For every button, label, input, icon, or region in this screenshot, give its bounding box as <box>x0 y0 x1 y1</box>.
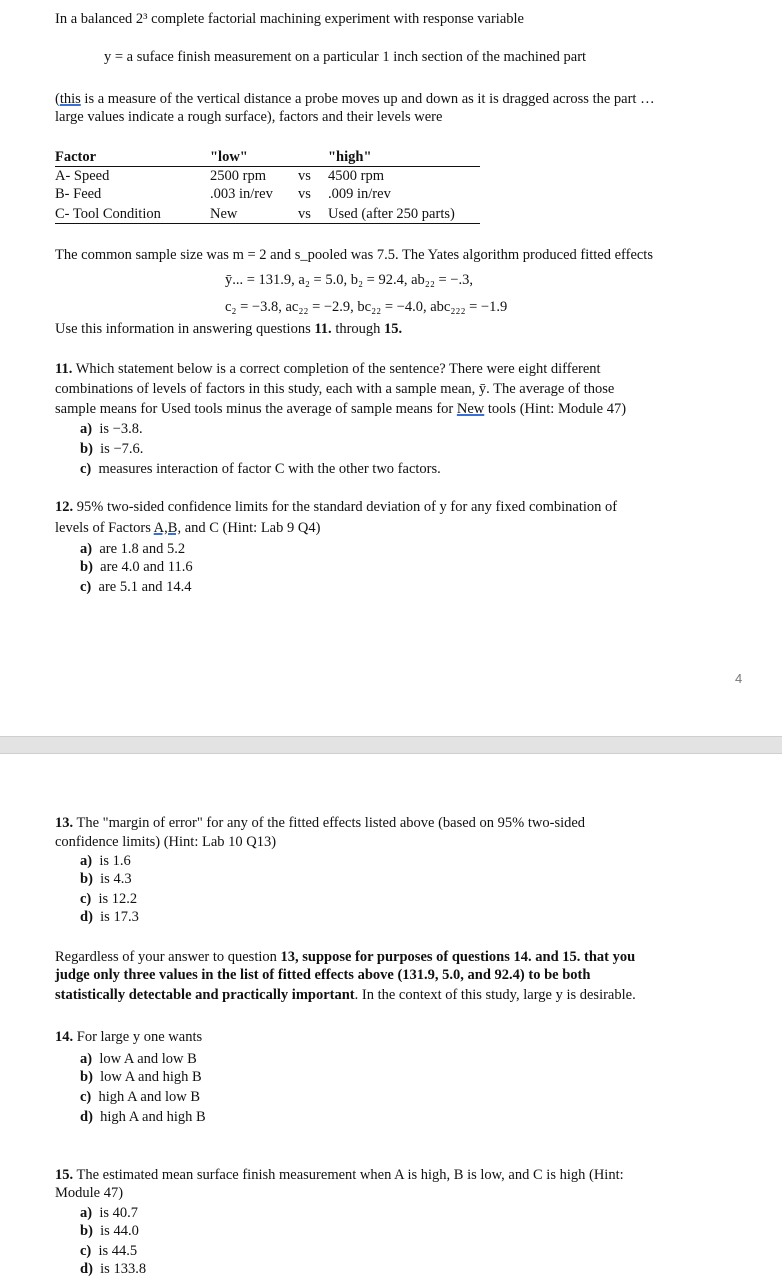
option-letter: b) <box>80 1069 93 1085</box>
q11-new-link[interactable]: New <box>456 401 485 417</box>
option-text: is 17.3 <box>100 909 139 925</box>
table-bottom-rule <box>55 223 480 224</box>
intro-this-link[interactable]: this <box>59 91 81 107</box>
option-letter: a) <box>80 1051 93 1067</box>
q12-option-c[interactable] <box>80 578 192 596</box>
q15-text-1: The estimated mean surface finish measurement when A is high, B is low, and C is high (Hint: <box>73 1167 624 1183</box>
row-a-low: 2500 rpm <box>210 168 266 184</box>
table-top-rule <box>55 166 480 167</box>
option-letter: c) <box>80 1089 92 1105</box>
option-text: low A and high B <box>100 1069 202 1085</box>
option-letter: c) <box>80 461 92 477</box>
document-page-2 <box>0 754 782 1288</box>
option-text: measures interaction of factor C with the other two factors. <box>98 461 441 477</box>
option-text: high A and high B <box>100 1109 206 1125</box>
q13-line-2: confidence limits) (Hint: Lab 10 Q13) <box>55 834 277 850</box>
q12-text-1: 95% two-sided confidence limits for the standard deviation of y for any fixed combination of <box>73 499 618 515</box>
intro-paren: ( <box>55 91 60 107</box>
regardless-line-1 <box>55 948 635 966</box>
option-letter: b) <box>80 871 93 887</box>
q12-option-b[interactable] <box>80 558 193 576</box>
q11-option-a[interactable] <box>80 420 143 438</box>
row-a-factor: A- Speed <box>55 168 110 184</box>
q11-number: 11. <box>55 361 73 377</box>
q15-option-a[interactable] <box>80 1204 138 1222</box>
option-letter: d) <box>80 909 93 925</box>
q15-line-1 <box>55 1166 624 1184</box>
setup-q11-ref: 11. <box>314 321 332 337</box>
option-text: is 40.7 <box>99 1205 139 1221</box>
q14-option-b[interactable] <box>80 1068 202 1086</box>
q14-option-c[interactable] <box>80 1088 200 1106</box>
q11-text-3: sample means for Used tools minus the average of sample means for <box>55 401 457 417</box>
option-letter: c) <box>80 891 92 907</box>
row-b-vs: vs <box>298 186 311 202</box>
intro-line-4: large values indicate a rough surface), factors and their levels were <box>55 109 443 125</box>
q13-option-d[interactable] <box>80 908 139 926</box>
q15-number: 15. <box>55 1167 74 1183</box>
row-c-factor: C- Tool Condition <box>55 206 161 222</box>
option-text: is 44.0 <box>100 1223 139 1239</box>
q15-line-2: Module 47) <box>55 1185 124 1201</box>
q11-line-3 <box>55 400 626 418</box>
intro-line-2: y = a suface finish measurement on a particular 1 inch section of the machined part <box>104 49 587 65</box>
q11-line-2: combinations of levels of factors in this study, each with a sample mean, ȳ. The average of those <box>55 381 615 397</box>
factor-table <box>55 148 480 224</box>
option-letter: a) <box>80 421 93 437</box>
intro-line-1: In a balanced 2³ complete factorial machining experiment with response variable <box>55 11 524 27</box>
option-text: low A and low B <box>99 1051 197 1067</box>
q14-option-d[interactable] <box>80 1108 206 1126</box>
regardless-text-1: Regardless of your answer to question <box>55 949 281 965</box>
q13-text-1: The "margin of error" for any of the fitted effects listed above (based on 95% two-sided <box>73 815 586 831</box>
option-text: is 4.3 <box>100 871 132 887</box>
page-separator <box>0 736 782 754</box>
option-text: are 5.1 and 14.4 <box>98 579 192 595</box>
row-b-high: .009 in/rev <box>328 186 391 202</box>
q12-line-2 <box>55 519 320 537</box>
option-text: is 44.5 <box>98 1243 138 1259</box>
q13-option-c[interactable] <box>80 890 137 908</box>
row-a-high: 4500 rpm <box>328 168 384 184</box>
intro-line-3 <box>55 90 655 108</box>
row-b-factor: B- Feed <box>55 186 102 202</box>
q11-text-1: Which statement below is a correct completion of the sentence? There were eight different <box>72 361 601 377</box>
q11-line-1 <box>55 360 601 378</box>
regardless-line-3 <box>55 986 636 1004</box>
row-c-vs: vs <box>298 206 311 222</box>
option-letter: a) <box>80 853 93 869</box>
option-text: is −7.6. <box>100 441 144 457</box>
option-text: is −3.8. <box>99 421 143 437</box>
q15-option-c[interactable] <box>80 1242 137 1260</box>
option-text: are 4.0 and 11.6 <box>100 559 193 575</box>
q14-option-a[interactable] <box>80 1050 197 1068</box>
intro-line-3-rest: is a measure of the vertical distance a probe moves up and down as it is dragged across the part … <box>80 91 655 107</box>
setup-through: through <box>331 321 385 337</box>
option-letter: b) <box>80 441 93 457</box>
q13-line-1 <box>55 814 585 832</box>
option-text: is 133.8 <box>100 1261 147 1277</box>
regardless-text-3: . In the context of this study, large y is desirable. <box>354 987 636 1003</box>
option-letter: b) <box>80 559 93 575</box>
q15-option-b[interactable] <box>80 1222 139 1240</box>
q12-ab-link[interactable]: A,B, <box>153 520 182 536</box>
q12-text-2: levels of Factors <box>55 520 154 536</box>
q14-number: 14. <box>55 1029 74 1045</box>
page-number: 4 <box>735 671 743 686</box>
regardless-bold-3: statistically detectable and practically important <box>55 987 355 1003</box>
q12-text-2b: and C (Hint: Lab 9 Q4) <box>181 520 321 536</box>
option-letter: b) <box>80 1223 93 1239</box>
setup-text: Use this information in answering questions <box>55 321 315 337</box>
option-letter: c) <box>80 579 92 595</box>
regardless-line-2: judge only three values in the list of fitted effects above (131.9, 5.0, and 92.4) to be both <box>55 967 591 983</box>
option-text: is 1.6 <box>99 853 131 869</box>
q13-number: 13. <box>55 815 74 831</box>
option-text: high A and low B <box>98 1089 201 1105</box>
q11-text-3b: tools (Hint: Module 47) <box>484 401 627 417</box>
factor-header: Factor <box>55 149 97 165</box>
regardless-bold-1: 13, suppose for purposes of questions 14. and 15. that you <box>280 949 636 965</box>
low-header: "low" <box>210 149 248 165</box>
option-letter: d) <box>80 1109 93 1125</box>
option-letter: a) <box>80 1205 93 1221</box>
setup-q15-ref: 15. <box>384 321 403 337</box>
high-header: "high" <box>328 149 372 165</box>
option-text: is 12.2 <box>98 891 138 907</box>
row-c-low: New <box>210 206 238 222</box>
q12-line-1 <box>55 498 617 516</box>
effects-equation-2: c₂ = −3.8, ac₂₂ = −2.9, bc₂₂ = −4.0, abc₂₂₂ = −1.9 <box>225 299 508 315</box>
option-text: are 1.8 and 5.2 <box>99 541 186 557</box>
effects-equation-1: ȳ... = 131.9, a₂ = 5.0, b₂ = 92.4, ab₂₂ = −.3, <box>225 272 473 288</box>
q13-option-a[interactable] <box>80 852 131 870</box>
q11-option-c[interactable] <box>80 460 441 478</box>
row-c-high: Used (after 250 parts) <box>328 206 455 222</box>
setup-line-1: The common sample size was m = 2 and s_pooled was 7.5. The Yates algorithm produced fitted effects <box>55 247 653 263</box>
option-letter: a) <box>80 541 93 557</box>
q11-option-b[interactable] <box>80 440 143 458</box>
option-letter: c) <box>80 1243 92 1259</box>
q13-option-b[interactable] <box>80 870 132 888</box>
setup-line-2 <box>55 320 402 338</box>
row-a-vs: vs <box>298 168 311 184</box>
row-b-low: .003 in/rev <box>210 186 273 202</box>
q14-line-1 <box>55 1028 202 1046</box>
q15-option-d[interactable] <box>80 1260 146 1278</box>
q12-number: 12. <box>55 499 74 515</box>
q14-text-1: For large y one wants <box>73 1029 203 1045</box>
q12-option-a[interactable] <box>80 540 185 558</box>
option-letter: d) <box>80 1261 93 1277</box>
